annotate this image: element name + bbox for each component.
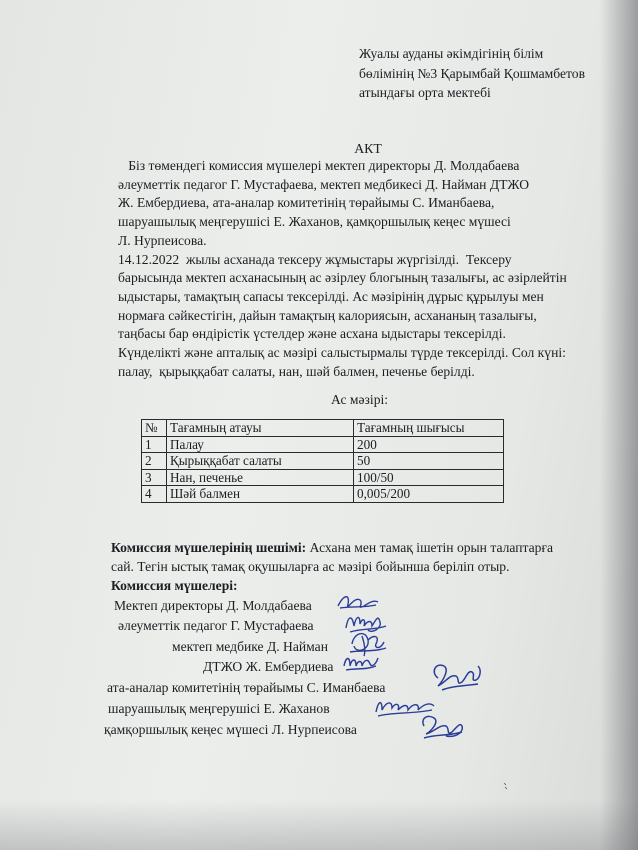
column-header-number: № bbox=[142, 420, 167, 437]
cell-dish: Нан, печенье bbox=[167, 469, 354, 486]
body-line: Ж. Ембердиева, ата-аналар комитетінің төрайымы С. Иманбаева, bbox=[118, 195, 495, 211]
school-header bbox=[359, 44, 629, 103]
body-line: Л. Нурпеисова. bbox=[118, 232, 207, 248]
member-line-trustee-council: қамқоршылық кеңес мүшесі Л. Нурпеисова bbox=[104, 722, 357, 737]
page-shadow-bottom bbox=[0, 800, 638, 850]
body-line: нормаға сәйкестігін, дайын тамақтың калориясын, асхананың тазалығы, bbox=[118, 307, 537, 323]
cell-number: 2 bbox=[142, 453, 167, 470]
signature-parent-committee bbox=[428, 656, 484, 698]
menu-table bbox=[141, 419, 504, 503]
cell-number: 4 bbox=[142, 486, 167, 503]
header-line-2: бөлімінің №3 Қарымбай Қошмамбетов bbox=[359, 65, 586, 81]
signature-trustee-council bbox=[416, 708, 466, 742]
body-line: барысында мектеп асханасының ас әзірлеу блогының тазалығы, ас әзірлейтін bbox=[118, 270, 567, 286]
commission-decision bbox=[111, 538, 631, 595]
body-line: шаруашылық меңгерушісі Е. Жаханов, қамқоршылық кеңес мүшесі bbox=[118, 214, 511, 230]
cell-dish: Шәй балмен bbox=[167, 486, 354, 503]
member-line-household-manager: шаруашылық меңгерушісі Е. Жаханов bbox=[108, 701, 330, 716]
member-line-parent-committee: ата-аналар комитетінің төрайымы С. Иманбаева bbox=[107, 680, 386, 695]
column-header-dish: Тағамның атауы bbox=[167, 420, 354, 437]
table-row bbox=[142, 486, 504, 503]
body-line: әлеуметтік педагог Г. Мустафаева, мектеп медбикесі Д. Найман ДТЖО bbox=[118, 176, 530, 192]
decision-text-cont: сай. Тегін ыстық тамақ оқушыларға ас мәзірі бойынша беріліп отыр. bbox=[111, 559, 510, 574]
body-line: ыдыстары, тамақтың сапасы тексерілді. Ас мәзірінің дұрыс құрылуы мен bbox=[118, 288, 544, 304]
member-line-director: Мектеп директоры Д. Молдабаева bbox=[114, 598, 312, 613]
member-line-social-pedagogue: әлеуметтік педагог Г. Мустафаева bbox=[118, 618, 314, 633]
act-body bbox=[118, 157, 638, 381]
table-row bbox=[142, 453, 504, 470]
members-label: Комиссия мүшелері: bbox=[111, 578, 238, 593]
cell-dish: Қырыққабат салаты bbox=[167, 453, 354, 470]
header-line-1: Жуалы ауданы әкімдігінің білім bbox=[359, 46, 544, 61]
ink-speck bbox=[503, 782, 509, 790]
cell-number: 1 bbox=[142, 436, 167, 453]
cell-portion: 200 bbox=[354, 436, 504, 453]
decision-label: Комиссия мүшелерінің шешімі: bbox=[111, 540, 307, 555]
body-line: 14.12.2022 жылы асханада тексеру жұмыстары жүргізілді. Тексеру bbox=[118, 251, 512, 267]
cell-dish: Палау bbox=[167, 436, 354, 453]
decision-text: Асхана мен тамақ ішетін орын талаптарға bbox=[306, 540, 554, 555]
table-row bbox=[142, 436, 504, 453]
act-title: АКТ bbox=[354, 141, 382, 156]
member-line-nurse: мектеп медбике Д. Найман bbox=[172, 639, 328, 654]
header-line-3: атындағы орта мектебі bbox=[359, 85, 491, 100]
cell-portion: 100/50 bbox=[354, 469, 504, 486]
body-line: Күнделікті және апталық ас мәзірі салыстырмалы түрде тексерілді. Сол күні: bbox=[118, 345, 566, 361]
body-line: таңбасы бар өндірістік үстелдер және асхана ыдыстары тексерілді. bbox=[118, 326, 506, 342]
body-line: Біз төмендегі комиссия мүшелері мектеп директоры Д. Молдабаева bbox=[118, 158, 520, 173]
member-line-dtzho: ДТЖО Ж. Ембердиева bbox=[203, 659, 334, 674]
menu-title: Ас мәзірі: bbox=[331, 392, 389, 407]
cell-portion: 0,005/200 bbox=[354, 486, 504, 503]
table-row bbox=[142, 469, 504, 486]
cell-number: 3 bbox=[142, 469, 167, 486]
body-line: палау, қырыққабат салаты, нан, шәй балмен, печенье берілді. bbox=[118, 363, 475, 379]
cell-portion: 50 bbox=[354, 453, 504, 470]
signature-dtzho bbox=[340, 650, 380, 674]
column-header-portion: Тағамның шығысы bbox=[354, 420, 504, 437]
page-shadow-right bbox=[600, 0, 638, 850]
table-header-row bbox=[142, 420, 504, 437]
